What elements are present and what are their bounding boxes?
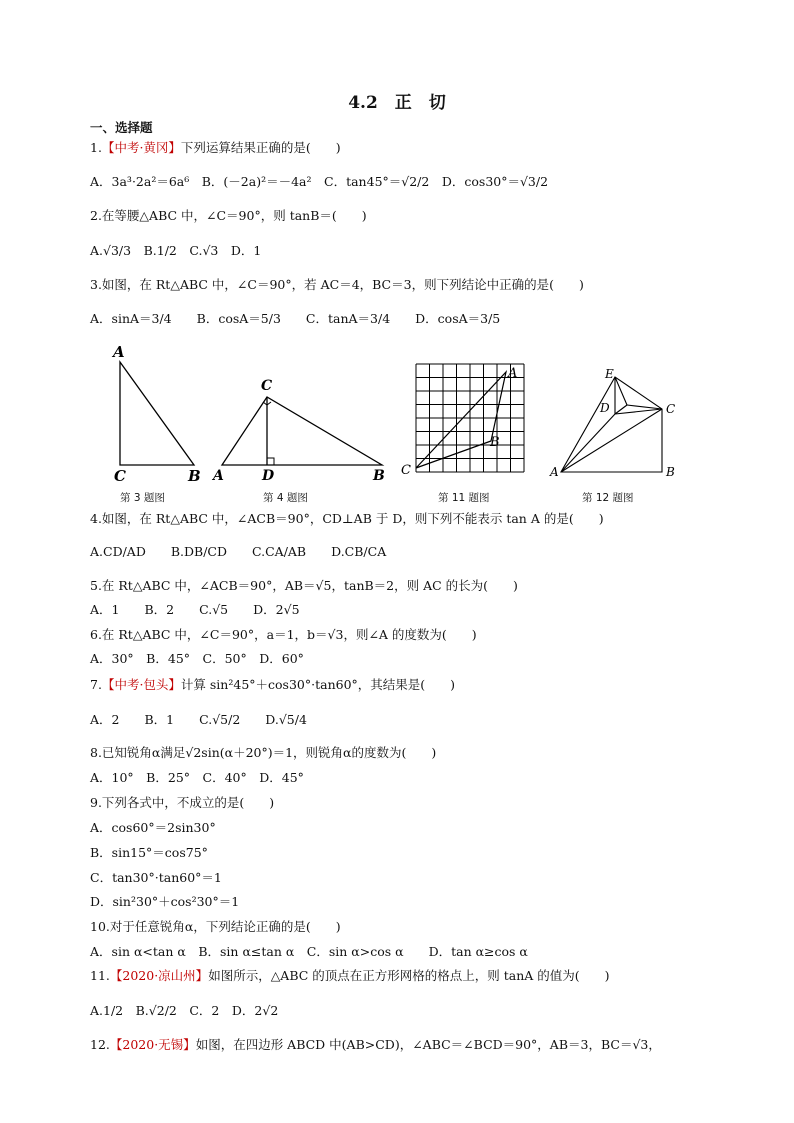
label-c: C [666, 402, 676, 416]
label-a: A [508, 366, 518, 381]
question-text: 计算 sin²45°＋cos30°·tan60°，其结果是( ) [180, 677, 456, 692]
figure-11-caption: 第 11 题图 [438, 492, 490, 504]
question-number: 11. [90, 968, 110, 983]
figure-4-triangle [210, 372, 390, 487]
question-9-option-b: B．sin15°＝cos75° [90, 845, 208, 860]
label-e: E [605, 367, 614, 381]
question-8-options: A．10° B．25° C．40° D．45° [90, 770, 304, 785]
question-text: 如图所示，△ABC 的顶点在正方形网格的格点上，则 tanA 的值为( ) [208, 968, 610, 983]
question-9-option-d: D．sin²30°＋cos²30°＝1 [90, 894, 240, 909]
figure-12-quadrilateral [545, 365, 685, 480]
question-11-stem [90, 967, 610, 985]
question-9-stem: 9.下列各式中，不成立的是( ) [90, 795, 275, 810]
question-8-stem: 8.已知锐角α满足√2sin(α＋20°)＝1，则锐角α的度数为( ) [90, 745, 437, 760]
question-number: 12. [90, 1037, 110, 1052]
label-a: A [550, 465, 559, 479]
source-tag: 【中考·包头】 [101, 677, 181, 692]
question-1-options: A．3a³·2a²＝6a⁶ B．(－2a)²＝－4a² C．tan45°＝√2/2 D．cos30°＝√3/2 [90, 174, 549, 189]
question-2-options: A.√3/3 B.1/2 C.√3 D．1 [90, 243, 262, 258]
question-1-stem [90, 139, 341, 157]
question-2-stem: 2.在等腰△ABC 中，∠C＝90°，则 tanB＝( ) [90, 208, 367, 223]
section-heading: 一、选择题 [90, 120, 153, 135]
figure-12-caption: 第 12 题图 [582, 492, 634, 504]
label-b: B [373, 468, 385, 484]
question-4-stem: 4.如图，在 Rt△ABC 中，∠ACB＝90°，CD⊥AB 于 D，则下列不能表示 tan A 的是( ) [90, 511, 604, 526]
question-10-options: A．sin α<tan α B．sin α≤tan α C．sin α>cos α D．tan α≥cos α [90, 944, 528, 959]
question-4-options: A.CD/AD B.DB/CD C.CA/AB D.CB/CA [90, 544, 387, 559]
figure-3-caption: 第 3 题图 [120, 492, 165, 504]
label-a: A [113, 343, 125, 361]
label-b: B [666, 465, 675, 479]
source-tag: 【2020·凉山州】 [109, 968, 209, 983]
question-text: 下列运算结果正确的是( ) [180, 140, 341, 155]
question-3-stem: 3.如图，在 Rt△ABC 中，∠C＝90°，若 AC＝4，BC＝3，则下列结论中正确的是( ) [90, 277, 584, 292]
question-6-options: A．30° B．45° C．50° D．60° [90, 651, 304, 666]
question-5-stem: 5.在 Rt△ABC 中，∠ACB＝90°，AB＝√5，tanB＝2，则 AC 的长为( ) [90, 578, 518, 593]
question-10-stem: 10.对于任意锐角α，下列结论正确的是( ) [90, 919, 341, 934]
question-6-stem: 6.在 Rt△ABC 中，∠C＝90°，a＝1，b＝√3，则∠A 的度数为( ) [90, 627, 477, 642]
label-d: D [262, 468, 275, 484]
question-number: 7. [90, 677, 102, 692]
question-12-stem [90, 1036, 661, 1054]
question-11-options: A.1/2 B.√2/2 C．2 D．2√2 [90, 1003, 279, 1018]
question-7-options: A．2 B．1 C.√5/2 D.√5/4 [90, 712, 307, 727]
figure-4-caption: 第 4 题图 [263, 492, 308, 504]
label-a: A [213, 468, 224, 484]
figure-11-grid [400, 360, 530, 480]
label-b: B [490, 435, 500, 450]
label-c: C [261, 378, 273, 394]
question-7-stem [90, 676, 455, 694]
question-3-options: A．sinA＝3/4 B．cosA＝5/3 C．tanA＝3/4 D．cosA＝3/5 [90, 311, 501, 326]
question-text: 如图，在四边形 ABCD 中(AB>CD)，∠ABC＝∠BCD＝90°，AB＝3，BC＝√3， [195, 1037, 661, 1052]
figure-3-triangle [108, 340, 208, 485]
source-tag: 【2020·无锡】 [109, 1037, 196, 1052]
label-c: C [401, 463, 411, 478]
label-b: B [188, 467, 201, 485]
page-title: 4.2 正 切 [348, 93, 446, 113]
question-number: 1. [90, 140, 102, 155]
label-c: C [114, 467, 126, 485]
question-9-option-a: A．cos60°＝2sin30° [90, 820, 216, 835]
source-tag: 【中考·黄冈】 [101, 140, 181, 155]
question-5-options: A．1 B．2 C.√5 D．2√5 [90, 602, 300, 617]
question-9-option-c: C．tan30°·tan60°＝1 [90, 870, 222, 885]
label-d: D [600, 401, 610, 415]
